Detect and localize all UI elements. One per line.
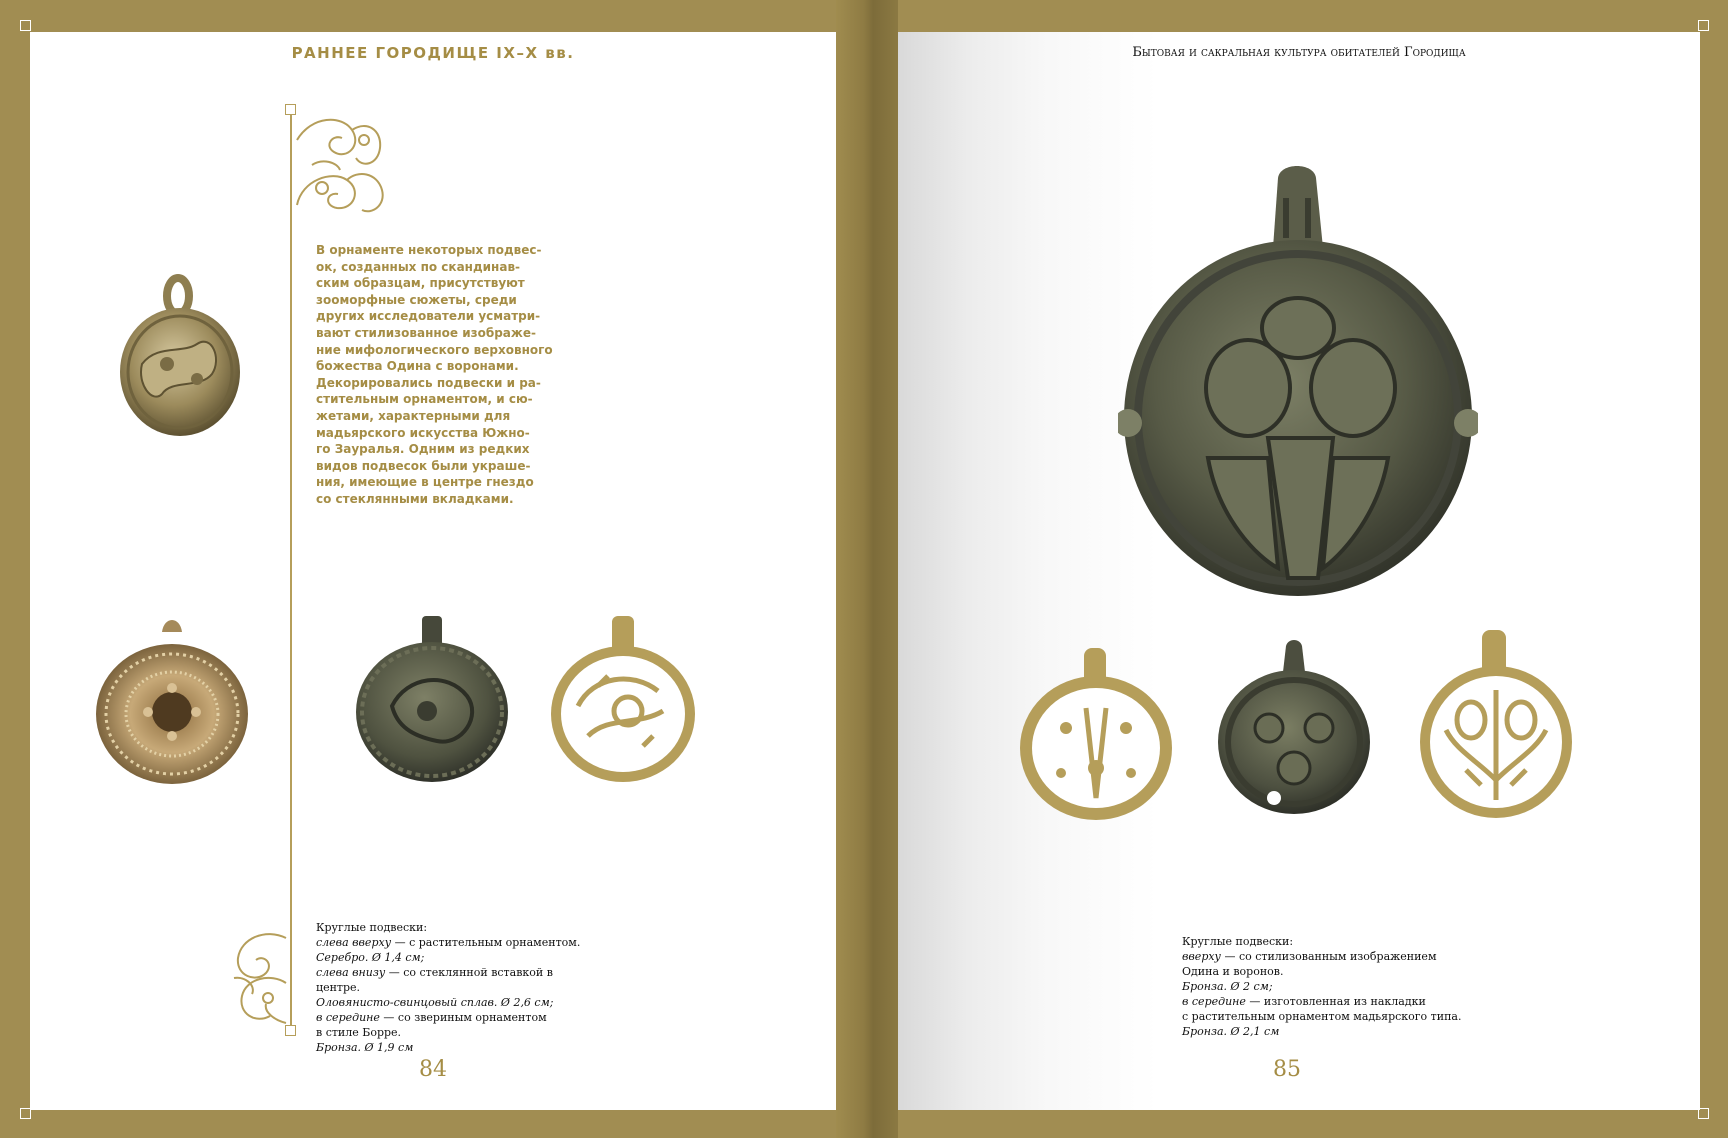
scroll-ornament-top-icon bbox=[292, 110, 392, 220]
caption-right-line-2-italic: вверху bbox=[1182, 950, 1221, 963]
caption-right-line-5-text: — изготовленная из накладки bbox=[1245, 995, 1426, 1008]
body-paragraph: В орнаменте некоторых подвес- ок, созданных по скандинав- ским образцам, присутствуют зооморфные сюжеты, среди других исследователи усматри- вают стилизованное изображе- ние мифологического верховного божества Одина с воронами. Декорировались подвески и ра- стительным орнаментом, и сю- жетами, характерными для мадьярского искусства Южно- го Зауралья. Одним из редких видов подвесок были украше- ния, имеющие в центре гнездо со стеклянными вкладками. bbox=[316, 243, 553, 506]
caption-right-line-3: Одина и воронов. bbox=[1182, 965, 1284, 978]
caption-right-line-6: с растительным орнаментом мадьярского типа. bbox=[1182, 1010, 1462, 1023]
pendant-drawing-right-1 bbox=[1016, 648, 1176, 823]
odin-ravens-pendant-photo bbox=[1118, 158, 1478, 608]
caption-left-line-3 bbox=[316, 950, 596, 965]
caption-right-line-7 bbox=[1182, 1024, 1482, 1039]
caption-right-line-7-italic: Бронза. Ø 2,1 см bbox=[1182, 1025, 1280, 1038]
left-page bbox=[30, 32, 836, 1110]
scroll-ornament-bottom-icon bbox=[226, 928, 290, 1028]
right-page bbox=[898, 32, 1700, 1110]
caption-right-line-4 bbox=[1182, 979, 1482, 994]
caption-right bbox=[1182, 934, 1482, 1039]
caption-right-line-5-italic: в середине bbox=[1182, 995, 1246, 1008]
page-number-right: 85 bbox=[1273, 1057, 1301, 1082]
caption-left-line-6 bbox=[316, 1010, 596, 1025]
caption-left bbox=[316, 920, 596, 1055]
caption-left-line-8 bbox=[316, 1040, 596, 1055]
caption-left-line-4-italic: слева внизу bbox=[316, 966, 386, 979]
page-number-left: 84 bbox=[419, 1057, 447, 1082]
caption-left-line-4-text: — со стеклянной вставкой в центре. bbox=[316, 966, 553, 994]
caption-left-line-2-italic: слева вверху bbox=[316, 936, 392, 949]
vertical-ornament-rule bbox=[290, 110, 292, 1030]
caption-left-line-6-text: — со звериным орнаментом bbox=[379, 1011, 547, 1024]
corner-mark-top-right bbox=[1698, 20, 1709, 31]
caption-left-line-4 bbox=[316, 965, 596, 995]
book-gutter bbox=[836, 0, 898, 1138]
corner-mark-top-left bbox=[20, 20, 31, 31]
caption-left-line-5-italic: Оловянисто-свинцовый сплав. Ø 2,6 см; bbox=[316, 996, 554, 1009]
plant-ornament-drawing bbox=[1416, 630, 1576, 820]
running-head-right: Бытовая и сакральная культура обитателей Городища bbox=[1132, 45, 1466, 60]
caption-left-line-6-italic: в середине bbox=[316, 1011, 380, 1024]
bronze-borre-pendant-photo bbox=[352, 616, 512, 786]
caption-right-line-5 bbox=[1182, 994, 1482, 1009]
caption-right-line-2-text: — со стилизованным изображением bbox=[1220, 950, 1437, 963]
silver-pendant-photo bbox=[112, 264, 247, 444]
caption-left-line-7: в стиле Борре. bbox=[316, 1026, 402, 1039]
running-head-left: РАННЕЕ ГОРОДИЩЕ IX–X вв. bbox=[291, 44, 575, 62]
caption-left-line-3-italic: Серебро. Ø 1,4 см; bbox=[316, 951, 425, 964]
glass-inset-pendant-photo bbox=[92, 608, 252, 788]
bronze-pendant-photo bbox=[1214, 638, 1374, 818]
caption-left-line-1: Круглые подвески: bbox=[316, 921, 428, 934]
caption-right-line-2 bbox=[1182, 949, 1482, 964]
caption-left-line-8-italic: Бронза. Ø 1,9 см bbox=[316, 1041, 414, 1054]
pendant-drawing-left bbox=[548, 616, 698, 786]
caption-right-line-4-italic: Бронза. Ø 2 см; bbox=[1182, 980, 1273, 993]
caption-right-line-1: Круглые подвески: bbox=[1182, 935, 1294, 948]
caption-left-line-2 bbox=[316, 935, 596, 950]
caption-left-line-5 bbox=[316, 995, 596, 1010]
caption-left-line-2-text: — с растительным орнаментом. bbox=[391, 936, 581, 949]
